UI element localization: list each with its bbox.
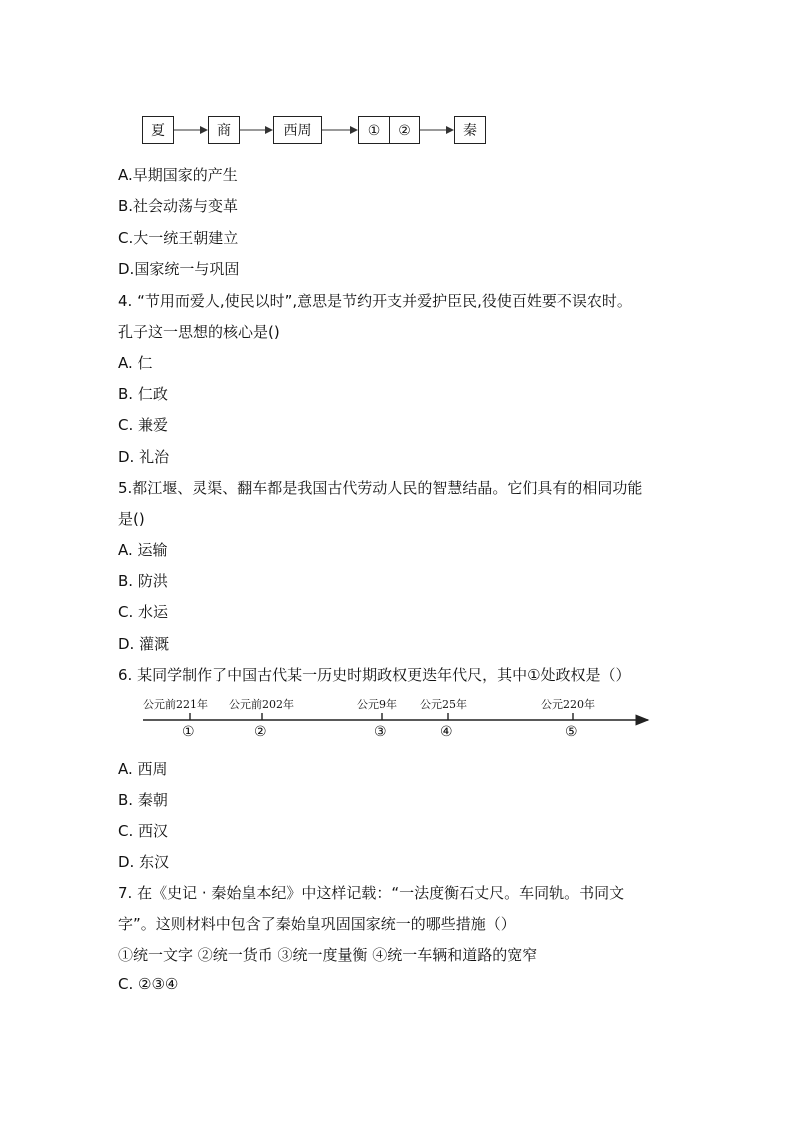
q4-option-c: C. 兼爱 bbox=[118, 416, 169, 434]
q4-stem-line2: 孔子这一思想的核心是() bbox=[118, 323, 280, 341]
q7-stem-line2: 字”。这则材料中包含了秦始皇巩固国家统一的哪些措施（） bbox=[118, 915, 516, 933]
q6-option-b: B. 秦朝 bbox=[118, 791, 168, 809]
timeline-marker-2: ② bbox=[254, 724, 267, 740]
q5-stem-line2: 是() bbox=[118, 510, 145, 528]
q4-stem-line1: 4. “节用而爱人,使民以时”,意思是节约开支并爱护臣民,役使百姓要不误农时。 bbox=[118, 292, 632, 310]
flow-box-xizhou: 西周 bbox=[273, 116, 322, 144]
q3-option-c: C.大一统王朝建立 bbox=[118, 229, 239, 247]
q7-stem-line1: 7. 在《史记 · 秦始皇本纪》中这样记载：“一法度衡石丈尺。车同轨。书同文 bbox=[118, 884, 625, 902]
q4-option-d: D. 礼治 bbox=[118, 448, 170, 466]
timeline-marker-5: ⑤ bbox=[565, 724, 578, 740]
q5-option-b: B. 防洪 bbox=[118, 572, 168, 590]
q5-option-c: C. 水运 bbox=[118, 603, 169, 621]
flow-box-qin: 秦 bbox=[454, 116, 486, 144]
q6-option-c: C. 西汉 bbox=[118, 822, 169, 840]
flow-box-xia: 夏 bbox=[142, 116, 174, 144]
q7-statements: ①统一文字 ②统一货币 ③统一度量衡 ④统一车辆和道路的宽窄 bbox=[118, 946, 538, 964]
q3-option-a: A.早期国家的产生 bbox=[118, 166, 238, 184]
timeline-label-2: 公元前202年 bbox=[229, 698, 294, 711]
q6-stem: 6. 某同学制作了中国古代某一历史时期政权更迭年代尺，其中①处政权是（） bbox=[118, 666, 631, 684]
timeline-label-3: 公元9年 bbox=[357, 698, 397, 711]
timeline-marker-3: ③ bbox=[374, 724, 387, 740]
timeline-label-5: 公元220年 bbox=[541, 698, 595, 711]
timeline-marker-4: ④ bbox=[440, 724, 453, 740]
q3-option-b: B.社会动荡与变革 bbox=[118, 197, 239, 215]
dynasty-flow-diagram bbox=[0, 0, 794, 160]
timeline-label-4: 公元25年 bbox=[420, 698, 467, 711]
q7-option-c: C. ②③④ bbox=[118, 975, 179, 993]
q6-option-a: A. 西周 bbox=[118, 760, 168, 778]
flow-box-blank-2: ② bbox=[389, 116, 420, 144]
q4-option-a: A. 仁 bbox=[118, 354, 153, 372]
timeline-label-1: 公元前221年 bbox=[143, 698, 208, 711]
q5-option-d: D. 灌溉 bbox=[118, 635, 170, 653]
timeline-axis bbox=[0, 690, 794, 750]
flow-box-shang: 商 bbox=[208, 116, 240, 144]
timeline-marker-1: ① bbox=[182, 724, 195, 740]
q3-option-d: D.国家统一与巩固 bbox=[118, 260, 240, 278]
q6-timeline bbox=[0, 690, 794, 750]
q6-option-d: D. 东汉 bbox=[118, 853, 170, 871]
flow-box-blank-1: ① bbox=[358, 116, 389, 144]
q5-stem-line1: 5.都江堰、灵渠、翻车都是我国古代劳动人民的智慧结晶。它们具有的相同功能 bbox=[118, 479, 643, 497]
q5-option-a: A. 运输 bbox=[118, 541, 168, 559]
q4-option-b: B. 仁政 bbox=[118, 385, 168, 403]
